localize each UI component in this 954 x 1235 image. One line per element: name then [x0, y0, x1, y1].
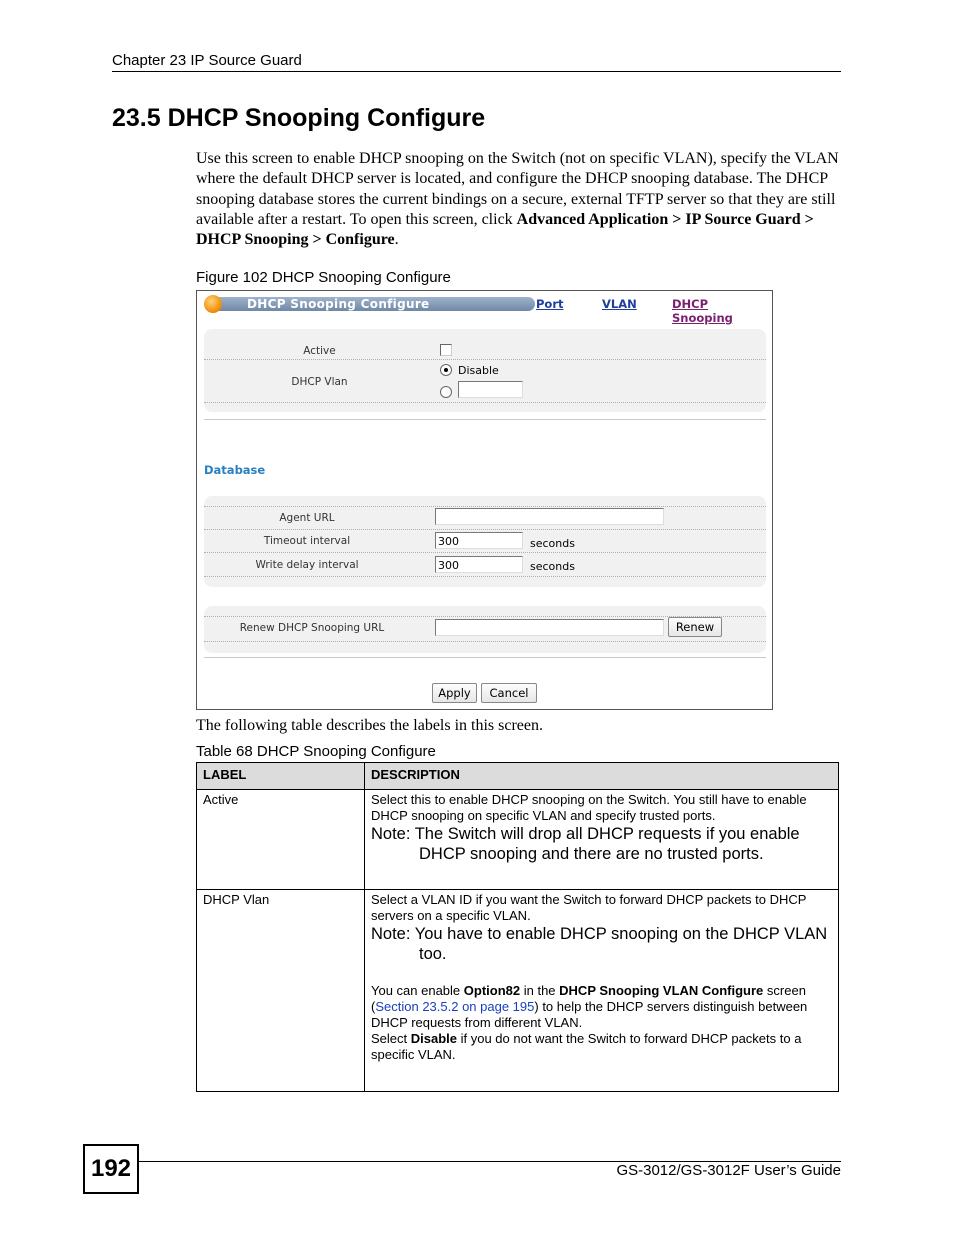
disable-radio[interactable]: [440, 364, 452, 376]
vlan-id-radio[interactable]: [440, 386, 452, 398]
renew-url-input[interactable]: [435, 619, 664, 636]
label-column-header: LABEL: [197, 763, 365, 790]
description-text: Select a VLAN ID if you want the Switch to forward DHCP packets to DHCP servers on a specific VLAN.: [371, 892, 807, 923]
timeout-input[interactable]: 300: [435, 532, 523, 549]
renew-url-label: Renew DHCP Snooping URL: [239, 622, 385, 634]
text: You can enable: [371, 983, 464, 998]
row-description: [365, 890, 839, 1092]
disable-paragraph: [371, 1031, 832, 1063]
link-port[interactable]: Port: [536, 297, 564, 311]
timeout-unit: seconds: [530, 537, 575, 550]
row-divider: [204, 552, 766, 553]
bold-text: Option82: [463, 983, 521, 998]
intro-end: .: [394, 231, 399, 249]
database-heading: Database: [204, 463, 266, 477]
row-divider: [204, 641, 766, 642]
cancel-button[interactable]: Cancel: [481, 683, 537, 703]
text: Select: [371, 1031, 411, 1046]
screen-title-bar: [205, 297, 535, 311]
row-divider: [204, 576, 766, 577]
vlan-id-input[interactable]: [458, 381, 523, 398]
option82-paragraph: [371, 983, 832, 1031]
agent-url-label: Agent URL: [279, 512, 335, 524]
description-table: [196, 762, 839, 1092]
note-text: Note: You have to enable DHCP snooping on the DHCP VLAN too.: [371, 925, 828, 963]
intro-text: Use this screen to enable DHCP snooping on the Switch (not on specific VLAN), specify the VLAN where the default DHCP server is located, and configure the DHCP snooping database. The DHCP snooping database stores the current bindings on a secure, external TFTP server so that they are still available after a restart. To open this screen, click: [196, 150, 839, 228]
table-caption: Table 68 DHCP Snooping Configure: [196, 743, 436, 760]
write-delay-input[interactable]: 300: [435, 556, 523, 573]
row-divider: [204, 529, 766, 530]
timeout-label: Timeout interval: [263, 535, 351, 547]
description-text: Select this to enable DHCP snooping on the Switch. You still have to enable DHCP snooping on specific VLAN and specify trusted ports.: [371, 792, 807, 823]
chapter-header: Chapter 23 IP Source Guard: [112, 52, 302, 69]
dhcp-vlan-label: DHCP Vlan: [291, 376, 348, 388]
row-divider: [204, 402, 766, 403]
renew-button[interactable]: Renew: [668, 617, 722, 637]
intro-menu-path: Advanced Application > IP Source Guard > DHCP Snooping > Configure: [196, 210, 814, 249]
table-row: [197, 890, 839, 1092]
title-bullet-icon: [204, 295, 222, 313]
text: if you do not want the Switch to forward DHCP packets to a specific VLAN.: [371, 1031, 802, 1062]
agent-url-input[interactable]: [435, 508, 664, 525]
disable-radio-label: Disable: [458, 364, 499, 377]
row-divider: [204, 359, 766, 360]
header-rule: [112, 71, 841, 72]
write-delay-label: Write delay interval: [255, 559, 359, 571]
section-separator: [204, 419, 766, 420]
active-label: Active: [303, 345, 336, 357]
link-dhcp-snooping[interactable]: DHCP Snooping: [672, 297, 733, 325]
guide-title: GS-3012/GS-3012F User’s Guide: [616, 1162, 841, 1179]
page-number: 192: [83, 1144, 139, 1194]
link-vlan[interactable]: VLAN: [602, 297, 637, 311]
text: screen (: [371, 983, 806, 1014]
note-text: Note: The Switch will drop all DHCP requests if you enable DHCP snooping and there are no trusted ports.: [371, 825, 800, 863]
figure-screenshot: [196, 290, 773, 710]
section-separator: [204, 657, 766, 658]
table-intro-text: The following table describes the labels in this screen.: [196, 717, 544, 734]
bold-text: Disable: [410, 1031, 457, 1046]
row-description: [365, 790, 839, 890]
figure-caption: Figure 102 DHCP Snooping Configure: [196, 269, 451, 286]
active-checkbox[interactable]: [440, 344, 452, 356]
description-column-header: DESCRIPTION: [365, 763, 839, 790]
text: in the: [520, 983, 560, 998]
write-delay-unit: seconds: [530, 560, 575, 573]
text: ) to help the DHCP servers distinguish between DHCP requests from different VLAN.: [371, 999, 808, 1030]
row-divider: [204, 506, 766, 507]
section-link[interactable]: Section 23.5.2 on page 195: [375, 999, 535, 1014]
row-label: DHCP Vlan: [197, 890, 365, 1092]
section-title: 23.5 DHCP Snooping Configure: [112, 104, 486, 132]
table-row: [197, 790, 839, 890]
screen-title: DHCP Snooping Configure: [247, 297, 430, 311]
apply-button[interactable]: Apply: [432, 683, 477, 703]
bold-text: DHCP Snooping VLAN Configure: [559, 983, 764, 998]
intro-paragraph: [196, 149, 841, 250]
row-label: Active: [197, 790, 365, 890]
table-header-row: [197, 763, 839, 790]
